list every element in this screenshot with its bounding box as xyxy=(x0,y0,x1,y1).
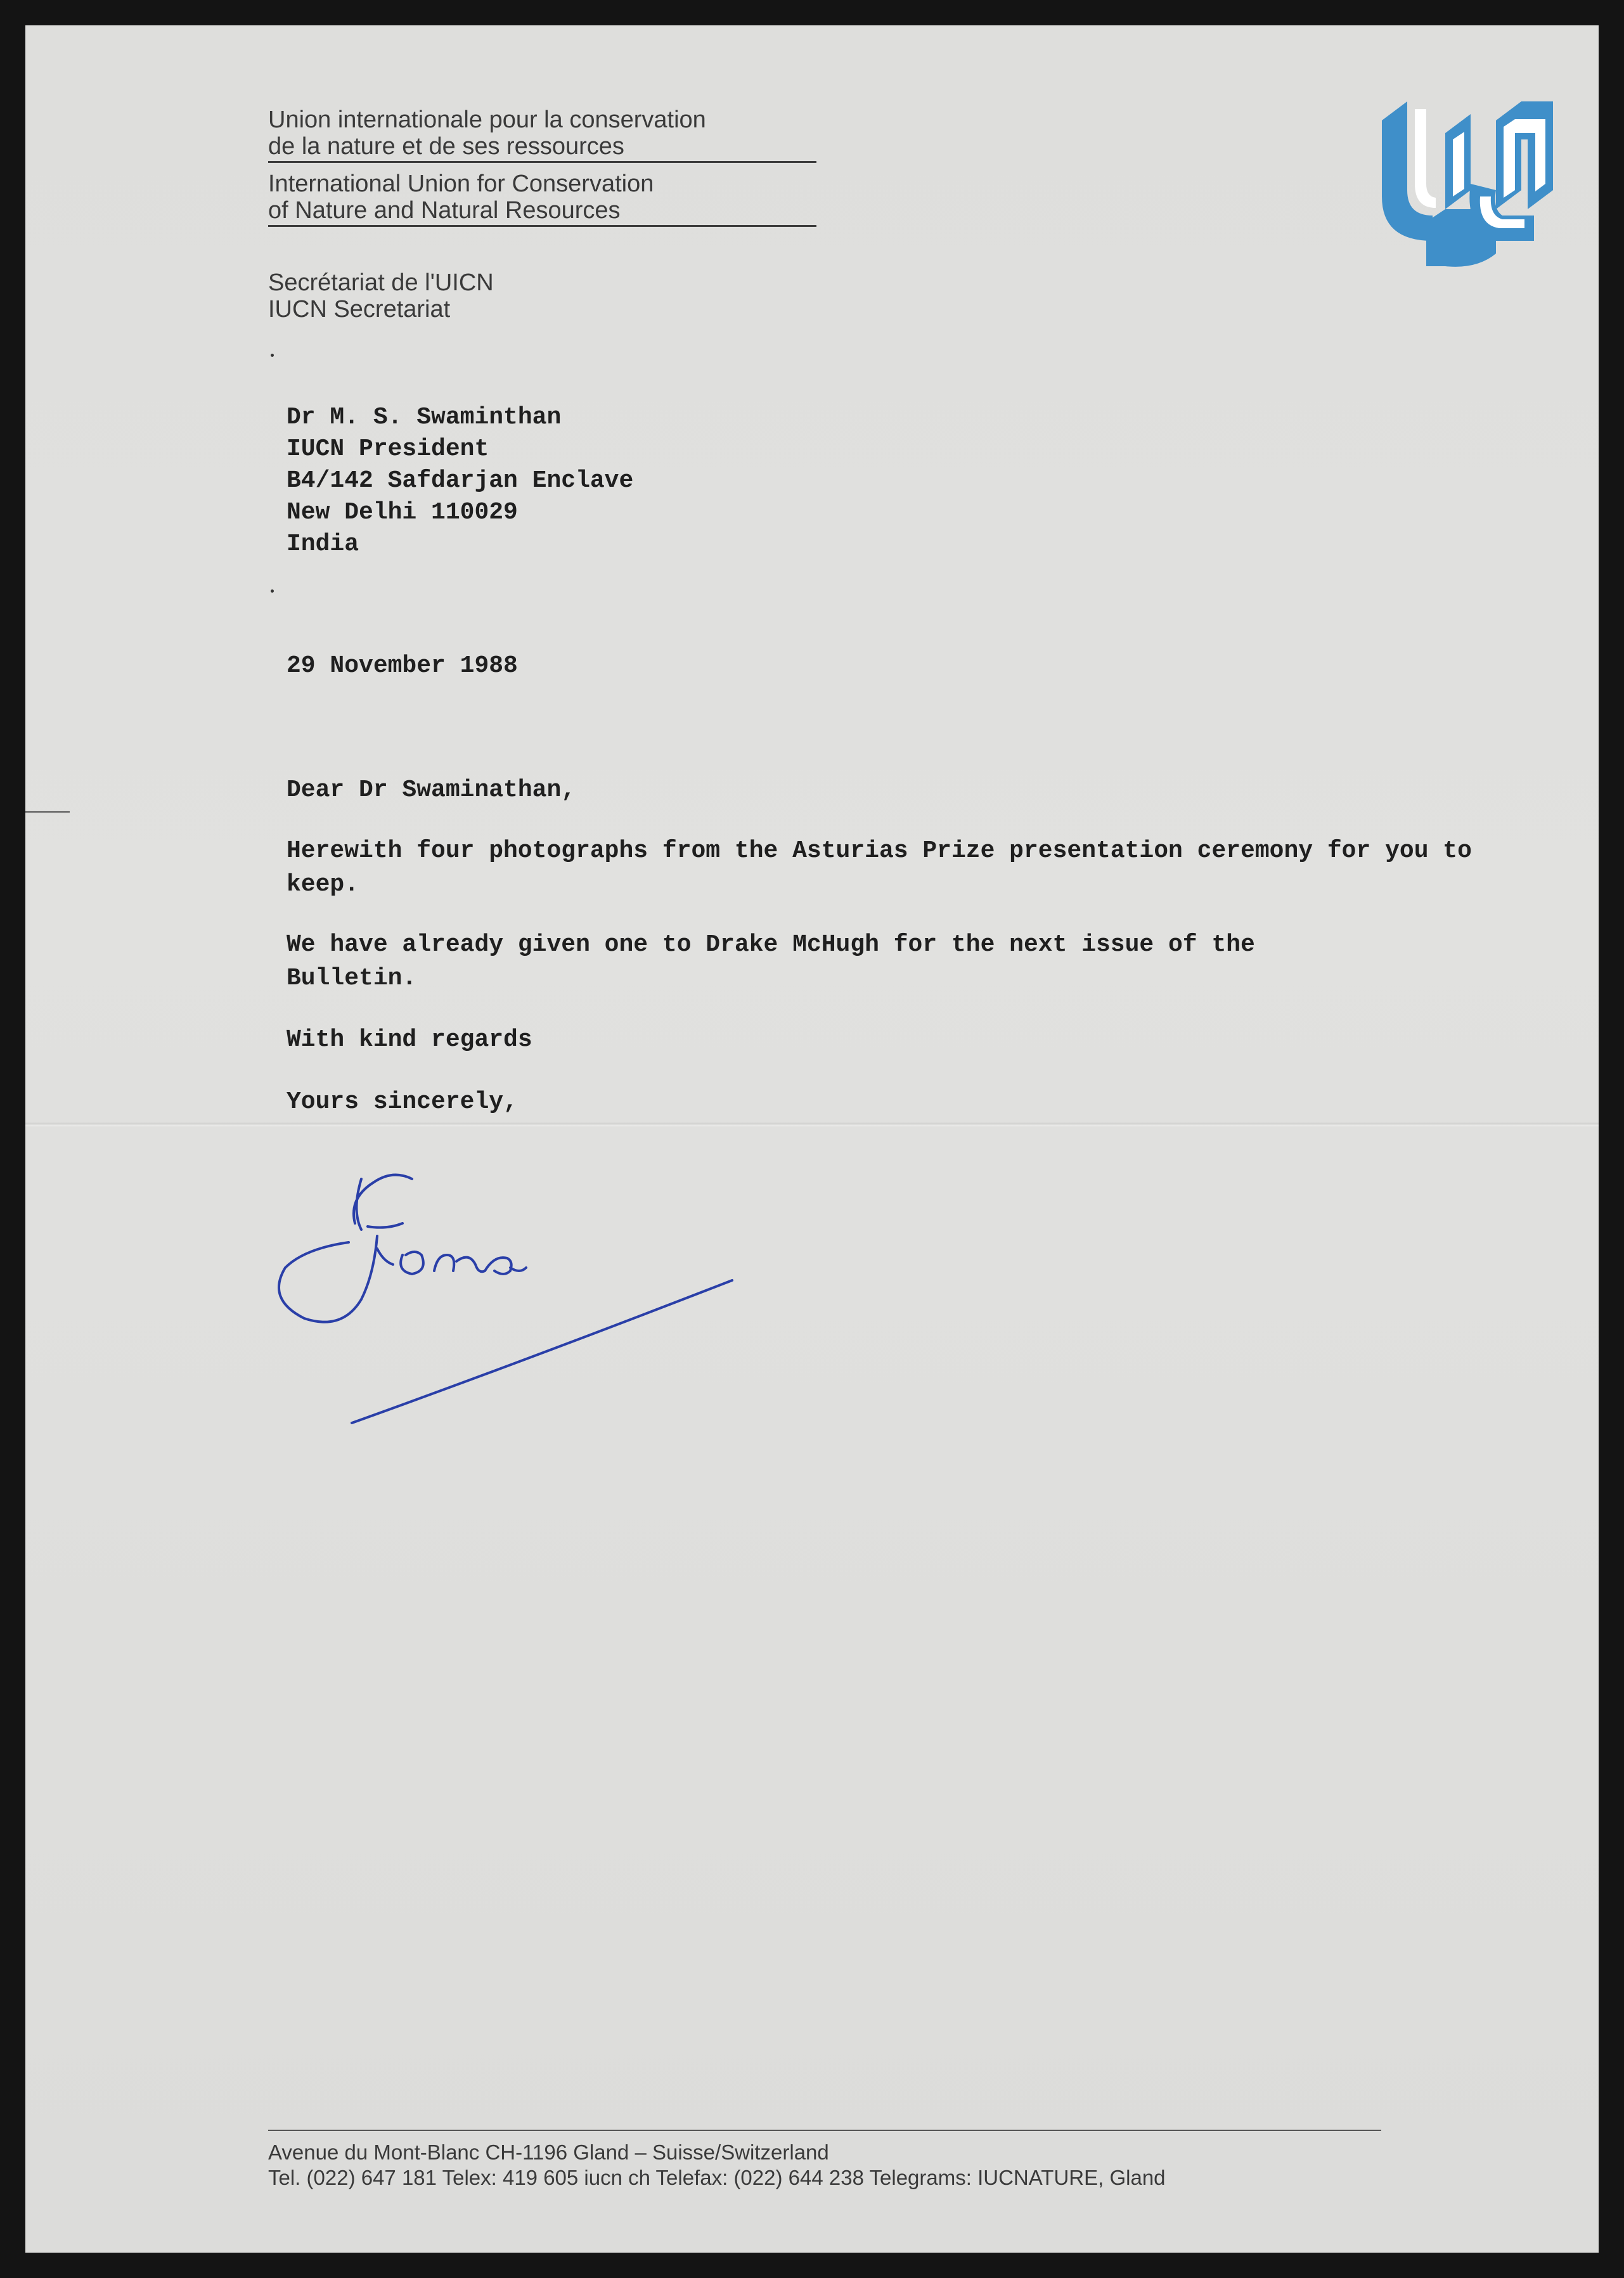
signature-underline xyxy=(352,1280,732,1423)
org-name-en-line2: of Nature and Natural Resources xyxy=(268,197,621,224)
secretariat-en: IUCN Secretariat xyxy=(268,296,451,323)
signature-stroke-f xyxy=(279,1175,412,1322)
marker-dot xyxy=(271,589,274,593)
recipient-title: IUCN President xyxy=(287,435,489,463)
recipient-city: New Delhi 110029 xyxy=(287,499,518,526)
signature-stroke-iona xyxy=(377,1249,526,1274)
body-paragraph-2: We have already given one to Drake McHugh for the next issue of the Bulletin. xyxy=(287,931,1255,992)
recipient-name: Dr M. S. Swaminthan xyxy=(287,404,562,431)
footer xyxy=(268,2130,1409,2191)
salutation: Dear Dr Swaminathan, xyxy=(287,776,576,804)
body-paragraph-1: Herewith four photographs from the Asturias Prize presentation ceremony for you to keep. xyxy=(287,837,1472,898)
handwritten-signature xyxy=(266,1154,773,1439)
body-paragraph-3: With kind regards xyxy=(287,1026,532,1053)
iucn-logo xyxy=(1369,95,1559,273)
recipient-country: India xyxy=(287,531,359,558)
letterhead xyxy=(268,106,816,235)
closing: Yours sincerely, xyxy=(287,1088,518,1116)
letter-date: 29 November 1988 xyxy=(287,652,518,679)
secretariat-block xyxy=(268,269,494,323)
recipient-street: B4/142 Safdarjan Enclave xyxy=(287,467,634,494)
org-name-en-line1: International Union for Conservation xyxy=(268,171,654,197)
footer-contact: Tel. (022) 647 181 Telex: 419 605 iucn ch Telefax: (022) 644 238 Telegrams: IUCNATURE, Gland xyxy=(268,2166,1166,2189)
org-name-fr-line2: de la nature et de ses ressources xyxy=(268,133,624,160)
letterhead-divider xyxy=(268,225,816,227)
marker-dot xyxy=(271,354,274,357)
recipient-address xyxy=(287,402,633,560)
letterhead-divider xyxy=(268,161,816,163)
footer-divider xyxy=(268,2130,1381,2131)
footer-address: Avenue du Mont-Blanc CH-1196 Gland – Suisse/Switzerland xyxy=(268,2140,829,2164)
fold-mark xyxy=(25,811,70,813)
org-name-fr-line1: Union internationale pour la conservation xyxy=(268,106,706,133)
letter-sheet xyxy=(25,25,1599,2253)
paper-fold xyxy=(25,1122,1599,1127)
secretariat-fr: Secrétariat de l'UICN xyxy=(268,269,494,296)
